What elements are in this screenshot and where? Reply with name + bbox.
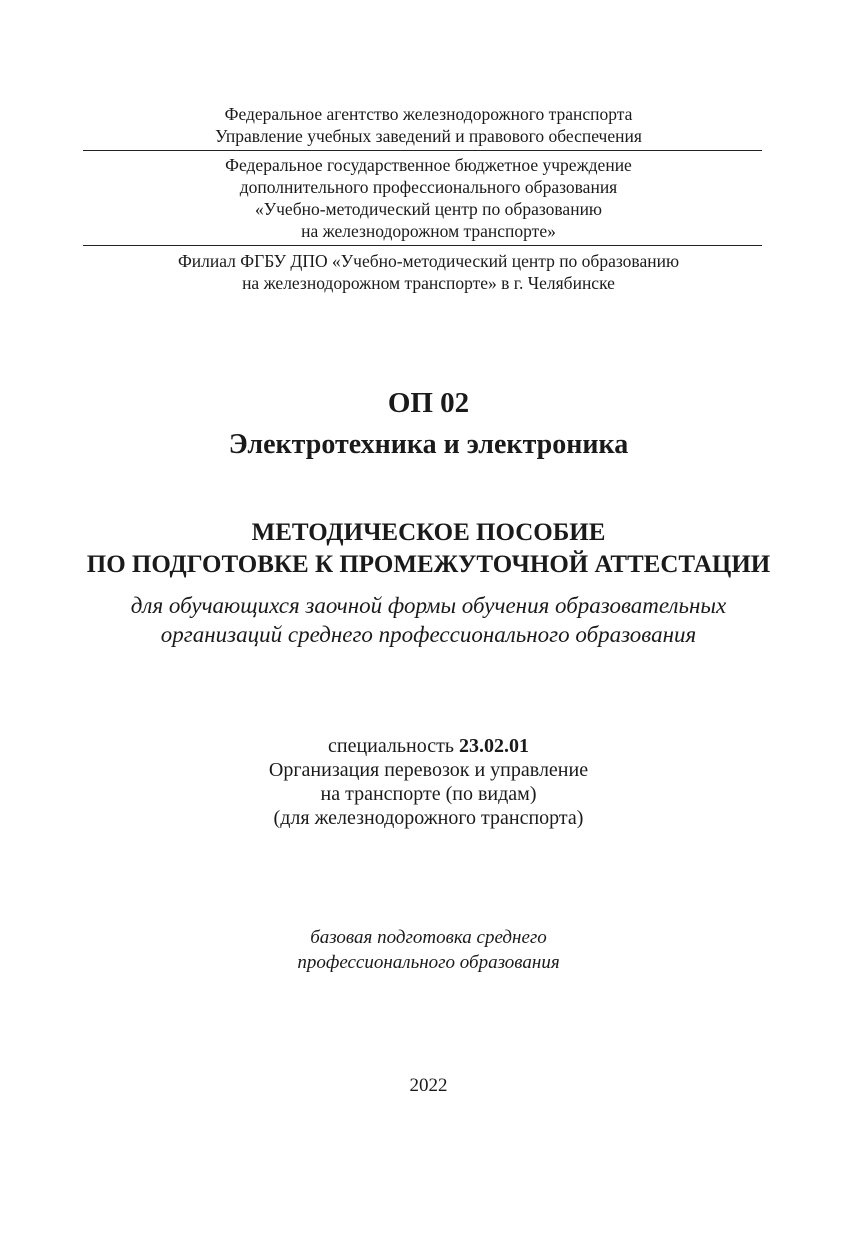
header-divider-2 <box>83 245 762 246</box>
specialty-label: специальность <box>328 735 454 757</box>
specialty-code: 23.02.01 <box>458 735 529 757</box>
header-divider-1 <box>83 150 762 151</box>
specialty-line <box>0 734 857 758</box>
discipline-code: ОП 02 <box>387 387 470 419</box>
training-level-line: профессионального образования <box>297 952 560 973</box>
branch-block <box>0 250 857 294</box>
institution-line: «Учебно-методический центр по образованию <box>254 199 603 219</box>
audience <box>0 591 857 649</box>
agency-line: Федеральное агентство железнодорожного транспорта <box>224 104 633 124</box>
document-type-line: ПО ПОДГОТОВКЕ К ПРОМЕЖУТОЧНОЙ АТТЕСТАЦИИ <box>86 551 771 578</box>
training-level-line: базовая подготовка среднего <box>310 927 547 948</box>
institution-line: на железнодорожном транспорте» <box>301 221 556 241</box>
document-type <box>0 517 857 581</box>
institution-line: дополнительного профессионального образования <box>239 177 618 197</box>
department-line: Управление учебных заведений и правового обеспечения <box>215 126 642 146</box>
discipline-title: Электротехника и электроника <box>228 429 629 460</box>
specialty-name-line: на транспорте (по видам) <box>320 783 537 805</box>
specialty-name-line: (для железнодорожного транспорта) <box>273 807 584 829</box>
audience-line: организаций среднего профессионального образования <box>160 622 697 647</box>
audience-line: для обучающихся заочной формы обучения образовательных <box>130 593 727 618</box>
document-type-line: МЕТОДИЧЕСКОЕ ПОСОБИЕ <box>251 519 606 546</box>
training-level <box>0 925 857 975</box>
publication-year: 2022 <box>409 1075 448 1096</box>
institution-block <box>0 154 857 242</box>
institution-line: Федеральное государственное бюджетное учреждение <box>225 155 632 175</box>
branch-line: Филиал ФГБУ ДПО «Учебно-методический центр по образованию <box>177 251 680 271</box>
agency-block <box>0 103 857 147</box>
specialty-name-line: Организация перевозок и управление <box>268 759 589 781</box>
branch-line: на железнодорожном транспорте» в г. Челябинске <box>242 273 615 293</box>
specialty-block <box>0 734 857 830</box>
